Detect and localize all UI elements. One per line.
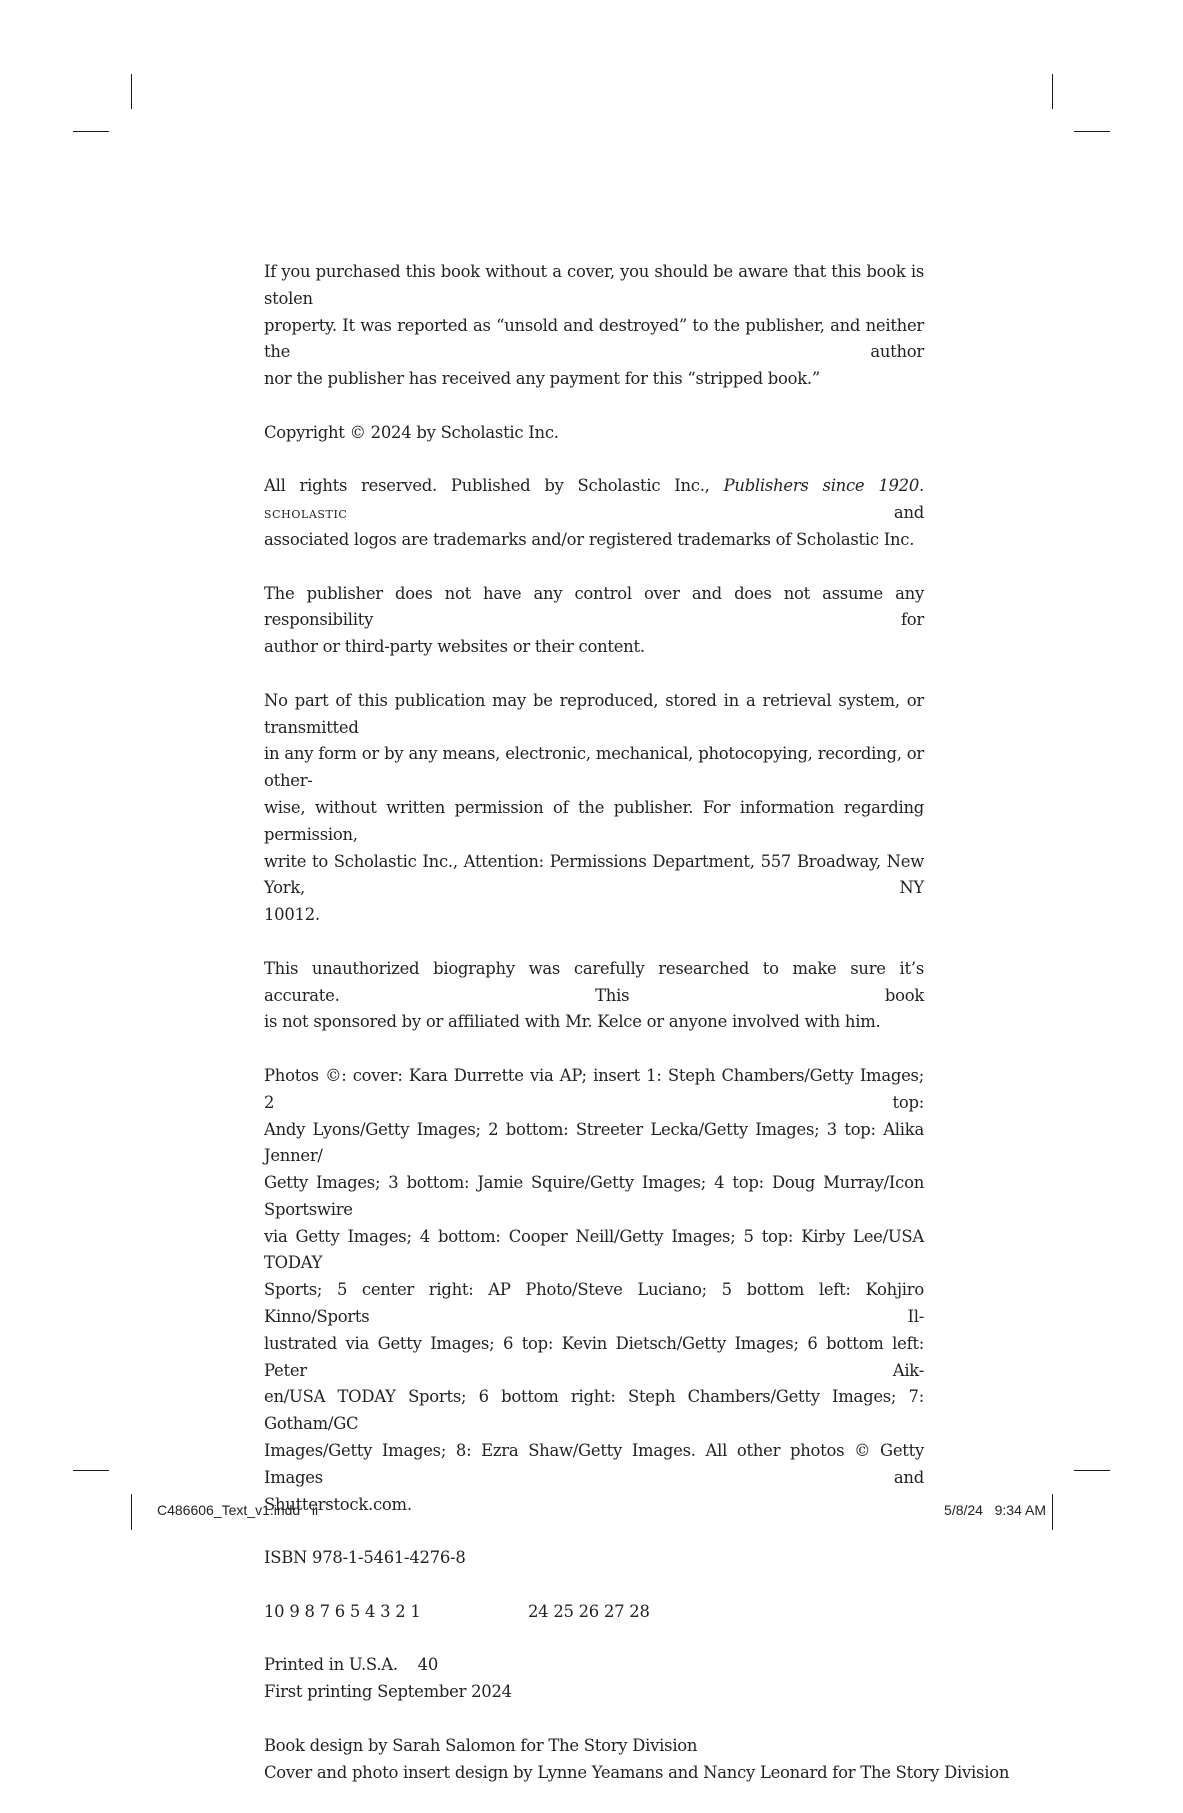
notice-line: property. It was reported as “unsold and destroyed” to the publisher, and neither the author <box>264 315 924 362</box>
year-line: 24 25 26 27 28 <box>528 1601 650 1621</box>
rights-and-text: and <box>347 503 924 523</box>
photo-credit-line: lustrated via Getty Images; 6 top: Kevin Dietsch/Getty Images; 6 bottom left: Peter Aik- <box>264 1333 924 1380</box>
notice-line: If you purchased this book without a cover, you should be aware that this book is stolen <box>264 262 924 308</box>
crop-mark-top-left-horizontal <box>73 131 109 132</box>
scholastic-trademark-text: scholastic <box>264 503 348 523</box>
photo-credit-line: Getty Images; 3 bottom: Jamie Squire/Getty Images; 4 top: Doug Murray/Icon Sportswire <box>264 1173 924 1219</box>
rights-line-2: associated logos are trademarks and/or registered trademarks of Scholastic Inc. <box>264 529 915 549</box>
isbn: ISBN 978-1-5461-4276-8 <box>264 1548 466 1568</box>
copyright-line: Copyright © 2024 by Scholastic Inc. <box>264 422 559 442</box>
reproduction-statement <box>264 688 924 929</box>
photo-credit-line: en/USA TODAY Sports; 6 bottom right: Steph Chambers/Getty Images; 7: Gotham/GC <box>264 1387 924 1434</box>
unauthorized-line: is not sponsored by or affiliated with Mr. Kelce or anyone involved with him. <box>264 1012 881 1032</box>
responsibility-line: author or third-party websites or their content. <box>264 637 645 657</box>
crop-mark-top-right-horizontal <box>1074 131 1110 132</box>
reproduction-line: 10012. <box>264 905 320 925</box>
crop-mark-top-left-vertical <box>131 74 132 109</box>
printed-in: Printed in U.S.A. 40 <box>264 1655 439 1675</box>
first-printing: First printing September 2024 <box>264 1682 512 1702</box>
photo-credit-line: via Getty Images; 4 bottom: Cooper Neill/Getty Images; 5 top: Kirby Lee/USA TODAY <box>264 1226 924 1273</box>
unauthorized-line: This unauthorized biography was carefully researched to make sure it’s accurate. This book <box>264 958 924 1005</box>
crop-mark-bottom-right-vertical <box>1052 1494 1053 1530</box>
unauthorized-biography-statement <box>264 956 924 1036</box>
design-credits <box>264 1733 1010 1787</box>
book-design-credit: Book design by Sarah Salomon for The Story Division <box>264 1735 698 1755</box>
rights-line-1 <box>264 473 924 527</box>
stripped-book-notice <box>264 259 924 393</box>
photo-credit-line: Andy Lyons/Getty Images; 2 bottom: Streeter Lecka/Getty Images; 3 top: Alika Jenner/ <box>264 1119 924 1166</box>
crop-mark-bottom-left-horizontal <box>73 1470 109 1471</box>
photo-credit-line: Photos ©: cover: Kara Durrette via AP; insert 1: Steph Chambers/Getty Images; 2 top: <box>264 1065 924 1112</box>
reproduction-line: in any form or by any means, electronic, mechanical, photocopying, recording, or other- <box>264 744 924 791</box>
responsibility-line: The publisher does not have any control over and does not assume any responsibility for <box>264 583 924 630</box>
printing-info <box>264 1652 924 1706</box>
reproduction-line: No part of this publication may be reproduced, stored in a retrieval system, or transmitted <box>264 690 924 737</box>
print-line: 10 9 8 7 6 5 4 3 2 1 <box>264 1601 421 1621</box>
crop-mark-bottom-right-horizontal <box>1074 1470 1110 1471</box>
slug-file-name: C486606_Text_v1.indd ii <box>157 1502 319 1518</box>
slug-timestamp: 5/8/24 9:34 AM <box>944 1502 1046 1518</box>
publishers-since-text: Publishers since 1920. <box>723 476 924 496</box>
notice-line: nor the publisher has received any payment for this “stripped book.” <box>264 369 821 389</box>
photo-credit-line: Images/Getty Images; 8: Ezra Shaw/Getty Images. All other photos © Getty Images and <box>264 1441 924 1487</box>
rights-text: All rights reserved. Published by Scholastic Inc., <box>264 476 724 496</box>
responsibility-statement <box>264 581 924 661</box>
reproduction-line: wise, without written permission of the publisher. For information regarding permission, <box>264 797 924 844</box>
cover-design-credit: Cover and photo insert design by Lynne Yeamans and Nancy Leonard for The Story Division <box>264 1762 1010 1782</box>
crop-mark-bottom-left-vertical <box>131 1494 132 1530</box>
reproduction-line: write to Scholastic Inc., Attention: Permissions Department, 557 Broadway, New York, NY <box>264 851 924 898</box>
photo-credit-line: Sports; 5 center right: AP Photo/Steve Luciano; 5 bottom left: Kohjiro Kinno/Sports Il- <box>264 1280 924 1327</box>
photo-credit-line: Shutterstock.com. <box>264 1494 412 1514</box>
crop-mark-top-right-vertical <box>1052 74 1053 109</box>
photo-credits <box>264 1063 924 1519</box>
printing-number-row <box>264 1599 924 1626</box>
rights-statement <box>264 473 924 553</box>
